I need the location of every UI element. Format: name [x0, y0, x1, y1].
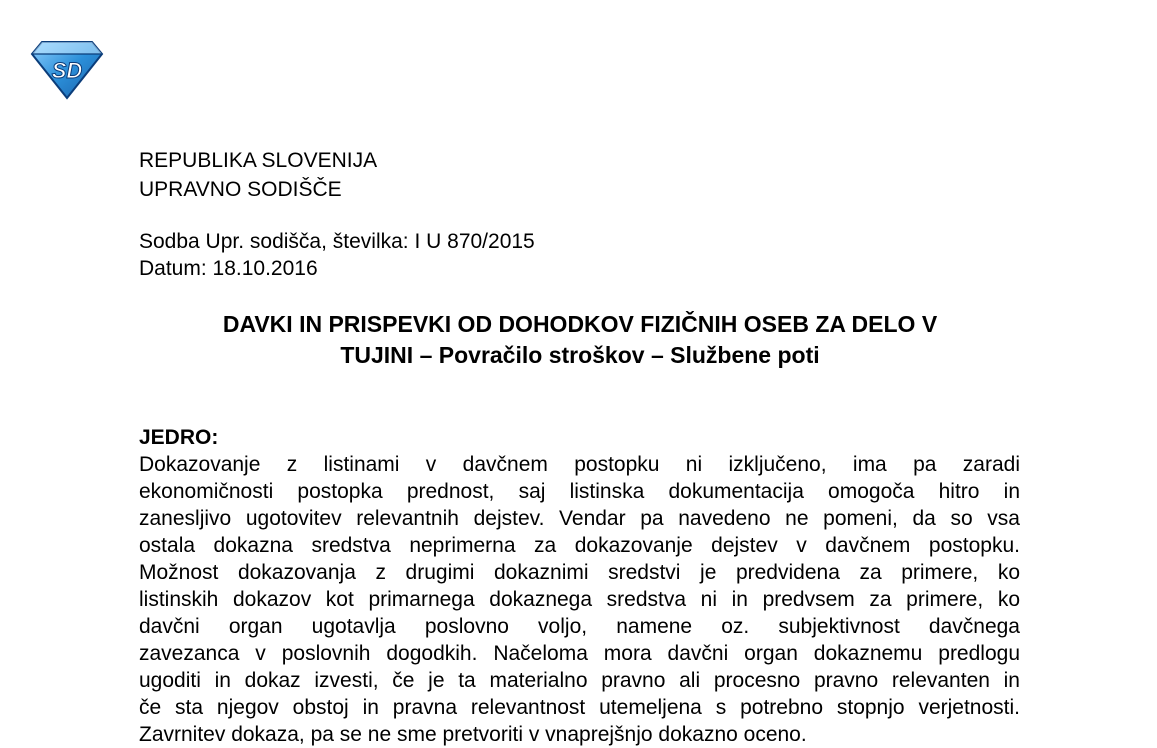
- jedro-heading: JEDRO:: [139, 426, 219, 449]
- diamond-sd-logo-icon: [30, 40, 104, 100]
- jedro-line: zanesljivo ugotovitev relevantnih dejstev. Vendar pa navedeno ne pomeni, da so vsa: [139, 507, 1020, 530]
- title-line-2: TUJINI – Povračilo stroškov – Službene poti: [340, 342, 820, 368]
- case-number: Sodba Upr. sodišča, številka: I U 870/2015: [139, 230, 535, 253]
- court-header: [139, 146, 377, 204]
- jedro-line: Možnost dokazovanja z drugimi dokaznimi sredstvi je predvidena za primere, ko: [139, 561, 1020, 584]
- republic-name: REPUBLIKA SLOVENIJA: [139, 149, 378, 172]
- jedro-line: Dokazovanje z listinami v davčnem postopku ni izključeno, ima pa zaradi: [139, 453, 1020, 476]
- jedro-line: zavezanca v poslovnih dogodkih. Načeloma mora davčni organ dokaznemu predlogu: [139, 642, 1020, 665]
- jedro-line: listinskih dokazov kot primarnega dokaznega sredstva ni in predvsem za primere, ko: [139, 588, 1020, 611]
- case-date: Datum: 18.10.2016: [139, 257, 318, 280]
- jedro-line: ekonomičnosti postopka prednost, saj listinska dokumentacija omogoča hitro in: [139, 480, 1020, 503]
- jedro-paragraph: [139, 451, 1020, 748]
- jedro-line: ugoditi in dokaz izvesti, če je ta materialno pravno ali procesno pravno relevanten in: [139, 669, 1020, 692]
- court-name: UPRAVNO SODIŠČE: [139, 178, 342, 201]
- jedro-line: davčni organ ugotavlja poslovno voljo, namene oz. subjektivnost davčnega: [139, 615, 1020, 638]
- case-info: [139, 228, 535, 282]
- logo-text: SD: [51, 58, 83, 83]
- document-title: [120, 309, 1040, 371]
- jedro-line: ostala dokazna sredstva neprimerna za dokazovanje dejstev v davčnem postopku.: [139, 534, 1020, 557]
- title-line-1: DAVKI IN PRISPEVKI OD DOHODKOV FIZIČNIH OSEB ZA DELO V: [222, 311, 938, 337]
- court-logo: [30, 40, 104, 100]
- jedro-line: če sta njegov obstoj in pravna relevantnost utemeljena s potrebno stopnjo verjetnosti.: [139, 696, 1020, 719]
- jedro-line: Zavrnitev dokaza, pa se ne sme pretvoriti v vnaprejšnjo dokazno oceno.: [139, 723, 807, 746]
